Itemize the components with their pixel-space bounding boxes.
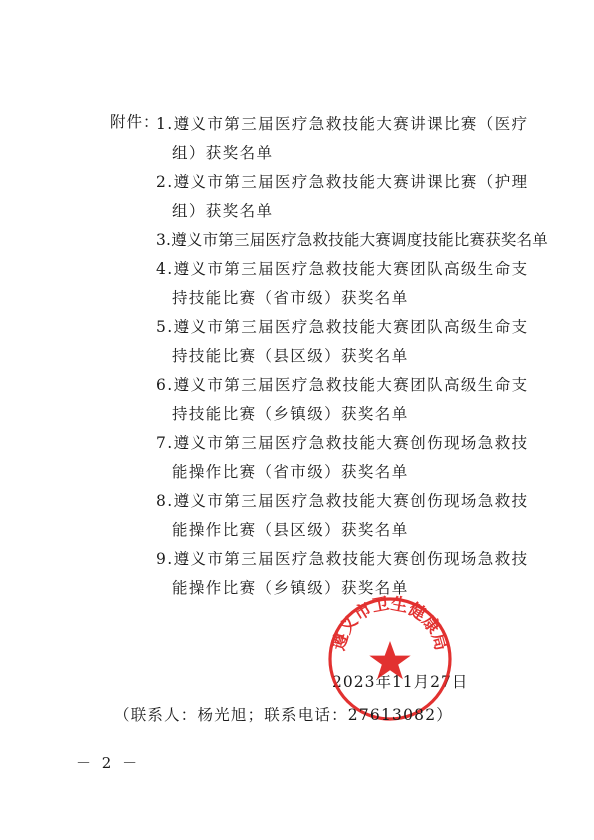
attachment-number: 8. (156, 492, 174, 510)
attachment-number: 5. (156, 318, 174, 336)
attachment-title-cont: 持技能比赛（乡镇级）获奖名单 (172, 405, 409, 423)
attachment-item-5 (156, 313, 528, 371)
issue-date: 2023年11月27日 (332, 673, 469, 691)
attachment-title-cont: 能操作比赛（省市级）获奖名单 (172, 463, 409, 481)
attachments-list (156, 110, 549, 603)
attachment-item-1 (156, 110, 528, 168)
attachment-number: 4. (156, 260, 174, 278)
attachment-item-7 (156, 429, 528, 487)
attachment-item-3 (156, 226, 549, 255)
attachment-number: 6. (156, 376, 174, 394)
attachment-item-6 (156, 371, 528, 429)
attachment-title: 遵义市第三届医疗急救技能大赛讲课比赛（医疗 (173, 115, 529, 133)
attachment-title: 遵义市第三届医疗急救技能大赛团队高级生命支 (173, 260, 529, 278)
page-number: － 2 － (76, 754, 141, 772)
attachment-title-cont: 组）获奖名单 (172, 202, 274, 220)
attachment-number: 7. (156, 434, 174, 452)
attachment-title: 遵义市第三届医疗急救技能大赛创伤现场急救技 (173, 550, 529, 568)
attachment-item-4 (156, 255, 528, 313)
attachment-number: 2. (156, 173, 174, 191)
attachment-number: 9. (156, 550, 174, 568)
attachment-number: 3. (156, 231, 172, 249)
contact-info: （联系人：杨光旭；联系电话：27613082） (114, 706, 453, 724)
attachment-title-cont: 持技能比赛（省市级）获奖名单 (172, 289, 409, 307)
attachment-title: 遵义市第三届医疗急救技能大赛创伤现场急救技 (173, 492, 529, 510)
attachment-title-cont: 组）获奖名单 (172, 144, 274, 162)
attachment-title: 遵义市第三届医疗急救技能大赛调度技能比赛获奖名单 (171, 231, 549, 249)
attachments-label: 附件： (110, 113, 160, 131)
attachment-number: 1. (156, 115, 174, 133)
attachment-title-cont: 能操作比赛（县区级）获奖名单 (172, 521, 409, 539)
attachment-title-cont: 持技能比赛（县区级）获奖名单 (172, 347, 409, 365)
attachment-title: 遵义市第三届医疗急救技能大赛团队高级生命支 (173, 376, 529, 394)
attachment-title: 遵义市第三届医疗急救技能大赛讲课比赛（护理 (173, 173, 529, 191)
svg-text:遵义市卫生健康局: 遵义市卫生健康局 (328, 595, 452, 653)
attachment-item-8 (156, 487, 528, 545)
attachment-item-2 (156, 168, 528, 226)
attachment-title: 遵义市第三届医疗急救技能大赛团队高级生命支 (173, 318, 529, 336)
attachment-title-cont: 能操作比赛（乡镇级）获奖名单 (172, 579, 409, 597)
seal-star-icon (369, 641, 410, 679)
attachment-title: 遵义市第三届医疗急救技能大赛创伤现场急救技 (173, 434, 529, 452)
